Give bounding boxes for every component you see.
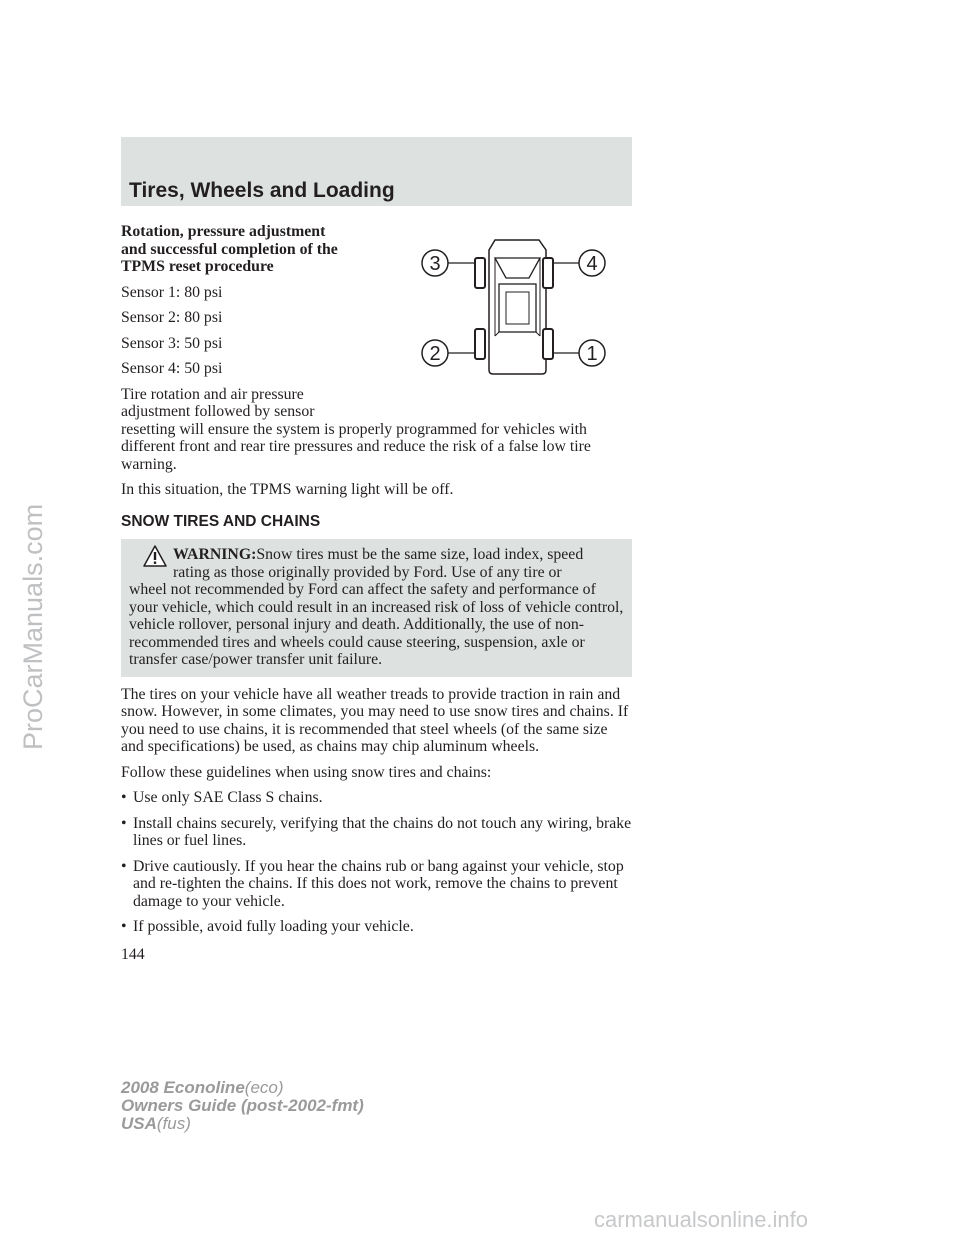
list-item: • Use only SAE Class S chains.	[121, 789, 323, 806]
section-header-bar	[121, 137, 632, 206]
list-item: • Install chains securely, verifying that the chains do not touch any wiring, brake lines or fuel lines.	[121, 814, 632, 849]
callout-label-2: 2	[429, 343, 441, 365]
side-watermark: ProCarManuals.com	[18, 503, 48, 750]
bullet-icon: •	[121, 814, 127, 832]
rotation-note: Tire rotation and air pressure adjustment followed by sensor resetting will ensure the system is properly programmed for vehicles with different front and rear tire pressures and reduce the risk of a false low tire warning.	[121, 385, 591, 473]
rotation-heading: Rotation, pressure adjustment and successful completion of the TPMS reset procedure	[121, 223, 338, 275]
list-item: • If possible, avoid fully loading your vehicle.	[121, 918, 414, 935]
sensor-2-reading: Sensor 2: 80 psi	[121, 309, 223, 326]
callout-label-1: 1	[586, 343, 598, 365]
bullet-icon: •	[121, 918, 127, 935]
bullet-icon: •	[121, 857, 127, 875]
snow-tires-heading: SNOW TIRES AND CHAINS	[121, 512, 321, 530]
warning-text-first: Snow tires must be the same size, load index, speed	[256, 546, 584, 563]
footer-market-code: (fus)	[156, 1114, 191, 1133]
callout-label-3: 3	[429, 253, 441, 275]
footer-market: USA	[121, 1114, 157, 1133]
warning-triangle-icon	[143, 545, 167, 567]
warning-text-rest: wheel not recommended by Ford can affect the safety and performance of your vehicle, which could result in an increased risk of loss of vehicle control, vehicle rollover, personal injury and death. Additionally, the use of non-recommended tires and wheels could cause steering, suspension, axle or transfer case/power transfer unit failure.	[129, 581, 624, 668]
document-footer	[121, 1079, 364, 1133]
sensor-4-reading: Sensor 4: 50 psi	[121, 360, 223, 377]
snow-intro-paragraph: The tires on your vehicle have all weather treads to provide traction in rain and snow. However, in some climates, you may need to use snow tires and chains. If you need to use chains, it is recommended that steel wheels (of the same size and specifications) be used, as chains may chip aluminum wheels.	[121, 685, 629, 755]
callout-label-4: 4	[586, 253, 598, 275]
guidelines-intro: Follow these guidelines when using snow tires and chains:	[121, 763, 492, 781]
page-number: 144	[121, 945, 145, 963]
bullet-icon: •	[121, 789, 127, 806]
footer-model-code: (eco)	[244, 1078, 284, 1097]
section-title: Tires, Wheels and Loading	[129, 179, 395, 202]
tpms-situation-text: In this situation, the TPMS warning light will be off.	[121, 481, 454, 498]
page-content	[121, 223, 632, 963]
warning-text-line2: rating as those originally provided by Ford. Use of any tire or	[173, 563, 562, 581]
bottom-watermark: carmanualsonline.info	[594, 1207, 809, 1232]
footer-model: 2008 Econoline	[121, 1078, 245, 1097]
sensor-1-reading: Sensor 1: 80 psi	[121, 283, 223, 301]
warning-label: WARNING:	[173, 546, 257, 563]
list-item: • Drive cautiously. If you hear the chains rub or bang against your vehicle, stop and re-tighten the chains. If this does not work, remove the chains to prevent damage to your vehicle.	[121, 857, 624, 910]
warning-box	[121, 539, 632, 677]
footer-guide-type: Owners Guide (post-2002-fmt)	[121, 1096, 364, 1115]
sensor-3-reading: Sensor 3: 50 psi	[121, 334, 223, 352]
